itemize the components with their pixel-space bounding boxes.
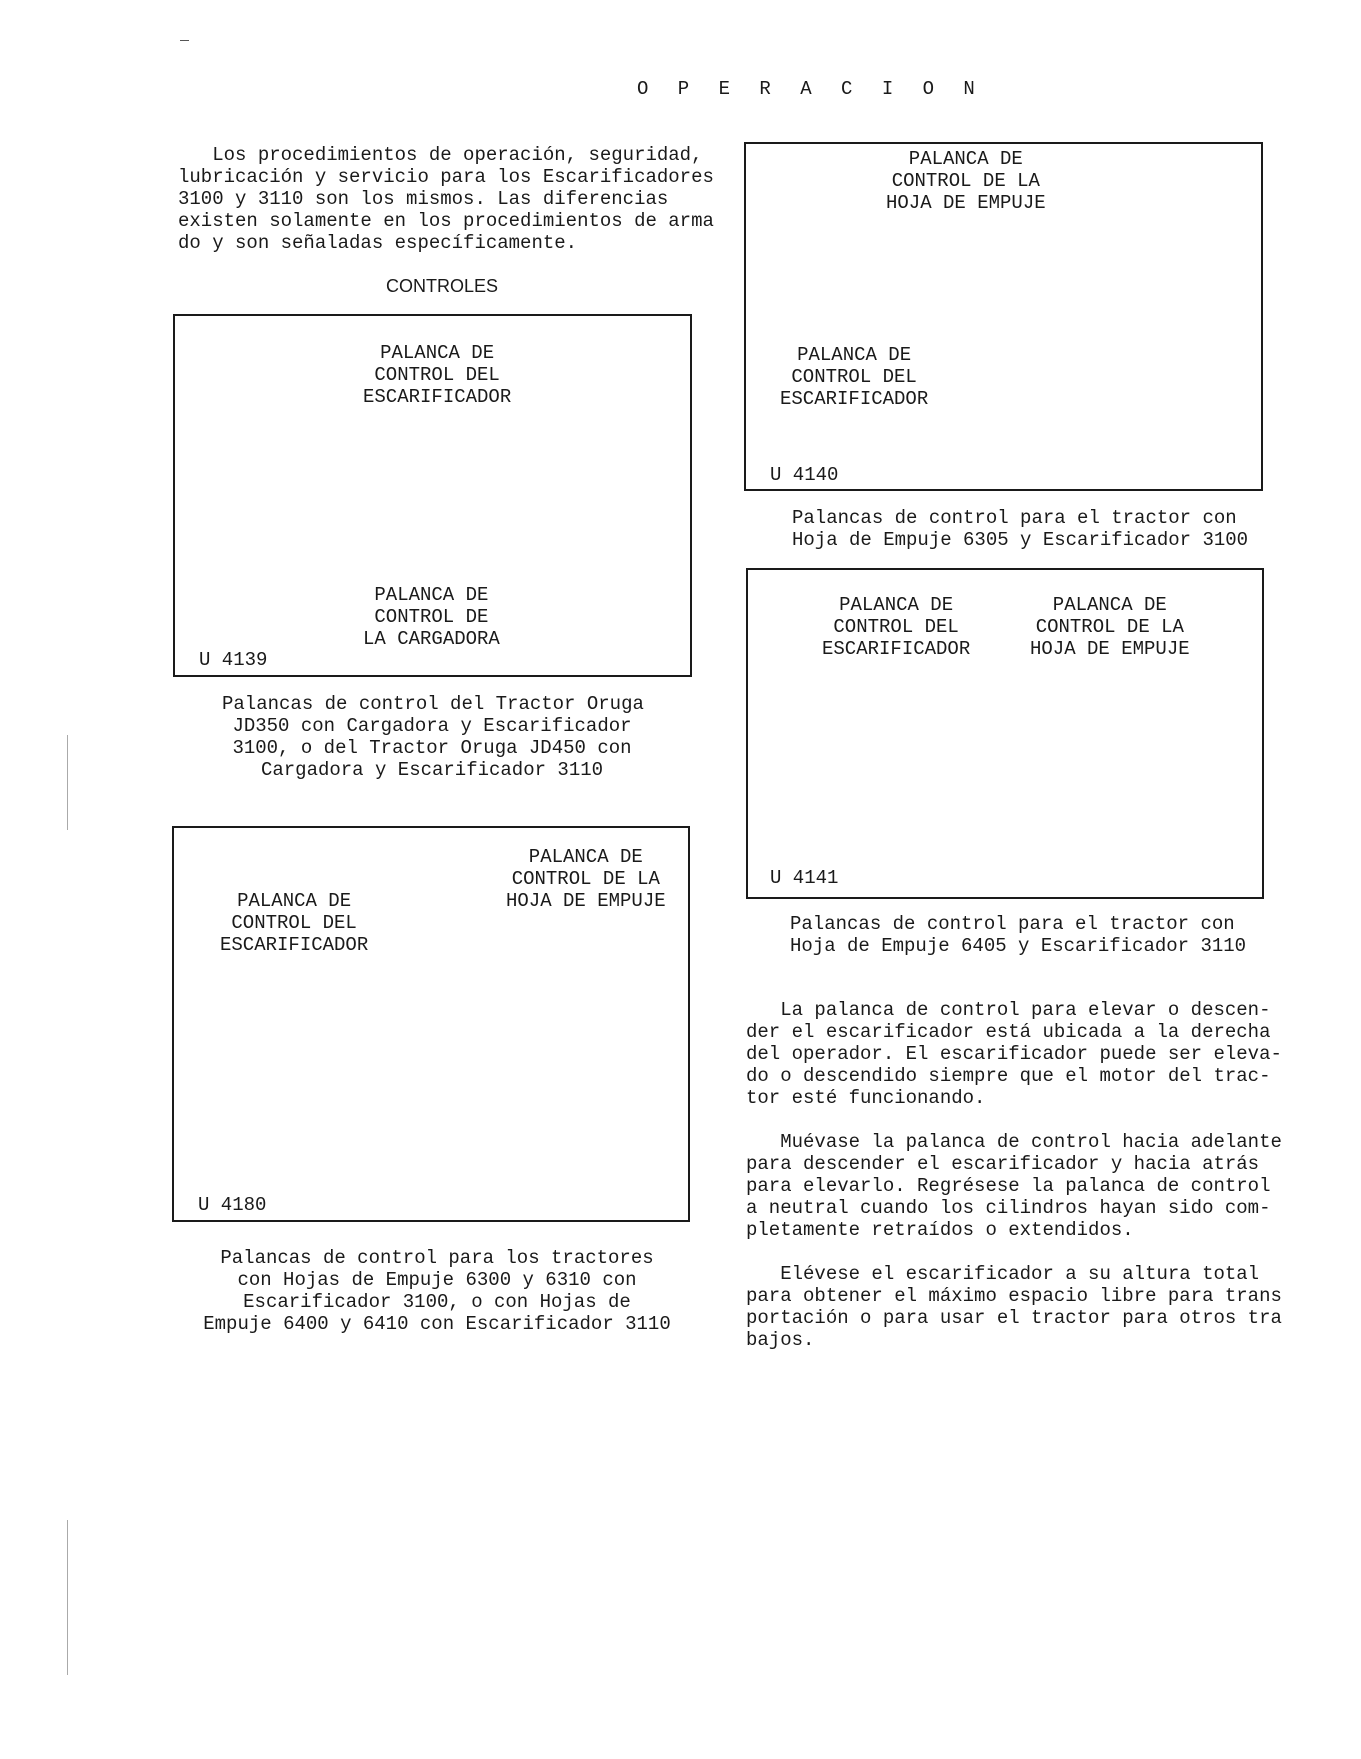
body-paragraph: Elévese el escarificador a su altura total para obtener el máximo espacio libre para trans portación o para usar el tractor para otros tra bajos. [746, 1263, 1282, 1351]
figure-caption: Palancas de control para los tractores con Hojas de Empuje 6300 y 6310 con Escarificador 3100, o con Hojas de Empuje 6400 y 6410 con Escarificador 3110 [203, 1247, 671, 1335]
intro-paragraph: Los procedimientos de operación, seguridad, lubricación y servicio para los Escarificadores 3100 y 3110 son los mismos. Las diferencias existen solamente en los procedimientos de arma do y son señaladas específicamente. [178, 144, 714, 254]
figure-code: U 4139 [199, 649, 268, 671]
figure-caption: Palancas de control para el tractor con Hoja de Empuje 6405 y Escarificador 3110 [790, 913, 1247, 957]
figure-label-blade-lever: PALANCA DE CONTROL DE LA HOJA DE EMPUJE [506, 846, 666, 912]
figure-label-scarifier-lever: PALANCA DE CONTROL DEL ESCARIFICADOR [363, 342, 512, 408]
figure-u4139 [173, 314, 692, 677]
figure-caption: Palancas de control para el tractor con Hoja de Empuje 6305 y Escarificador 3100 [792, 507, 1249, 551]
figure-code: U 4180 [198, 1194, 267, 1216]
figure-label-scarifier-lever: PALANCA DE CONTROL DEL ESCARIFICADOR [780, 344, 929, 410]
body-paragraph: Muévase la palanca de control hacia adelante para descender el escarificador y hacia atrás para elevarlo. Regrésese la palanca de control a neutral cuando los cilindros hayan sido com- pletamente retraídos o extendidos. [746, 1131, 1282, 1241]
section-heading: CONTROLES [386, 276, 499, 296]
figure-label-scarifier-lever: PALANCA DE CONTROL DEL ESCARIFICADOR [220, 890, 369, 956]
scan-mark [67, 1520, 68, 1675]
page-title: O P E R A C I O N [637, 78, 984, 100]
figure-label-blade-lever: PALANCA DE CONTROL DE LA HOJA DE EMPUJE [886, 148, 1046, 214]
figure-label-blade-lever: PALANCA DE CONTROL DE LA HOJA DE EMPUJE [1030, 594, 1190, 660]
figure-caption: Palancas de control del Tractor Oruga JD350 con Cargadora y Escarificador 3100, o del Tractor Oruga JD450 con Cargadora y Escarificador 3110 [222, 693, 644, 781]
figure-u4140 [744, 142, 1263, 491]
figure-code: U 4140 [770, 464, 839, 486]
scan-mark [67, 735, 68, 830]
body-paragraph: La palanca de control para elevar o descen- der el escarificador está ubicada a la derecha del operador. El escarificador puede ser eleva- do o descendido siempre que el motor del trac- tor esté funcionando. [746, 999, 1282, 1109]
scan-mark [180, 40, 189, 41]
figure-label-loader-lever: PALANCA DE CONTROL DE LA CARGADORA [363, 584, 500, 650]
figure-u4141 [746, 568, 1264, 899]
figure-code: U 4141 [770, 867, 839, 889]
figure-u4180 [172, 826, 690, 1222]
figure-label-scarifier-lever: PALANCA DE CONTROL DEL ESCARIFICADOR [822, 594, 971, 660]
